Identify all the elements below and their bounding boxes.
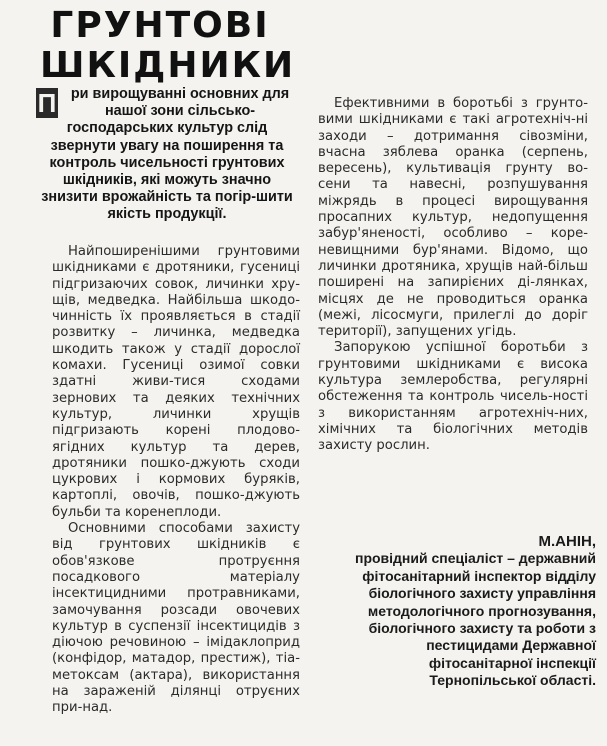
author-name: М.АНІН, bbox=[538, 533, 596, 550]
lead-text: ри вирощуванні основних для нашої зони сільсько-господарських культур слід звернути увагу на поширення та контроль чисельності грунтових шкідників, які можуть значно знизити врожайність та погір-шити якість продукції. bbox=[41, 86, 293, 223]
paragraph: Запорукою успішної боротьби з грунтовими шкідниками є висока культура землеробства, регулярні обстеження та контроль чисель-ності з використанням агротехніч-них, хімічних та біологічних методів захисту рослин. bbox=[318, 340, 588, 454]
article-title bbox=[40, 5, 296, 86]
right-column bbox=[318, 96, 588, 455]
author-signature bbox=[350, 533, 596, 690]
left-column bbox=[52, 244, 300, 717]
article-lead bbox=[36, 86, 298, 224]
lead-dropcap: П bbox=[37, 88, 57, 118]
article-title-line-2: ШКІДНИКИ bbox=[40, 45, 296, 86]
paragraph: Найпоширенішими грунтовими шкідниками є дротяники, гусениці підгризаючих совок, личинки хру-щів, медведка. Найбільша шкодо-чинність їх проявляється в стадії розвитку – личинка, медведка шкодить також у стадії дорослої комахи. Гусениці озимої совки здатні живи-тися сходами зернових та деяких технічних культур, личинки хрущів підгризають корені плодово-ягідних культур та дерев, дротяники пошко-джують сходи цукрових і кормових буряків, картоплі, овочів, пошко-джують бульби та коренеплоди. bbox=[52, 244, 300, 520]
paragraph: Основними способами захисту від грунтових шкідників є обов'язкове протруєння посадкового матеріалу інсектицидними протравниками, замочування розсади овочевих культур в суспензії інсектицидів з діючою речовиною – імідаклоприд (конфідор, матадор, престиж), тіа-метоксам (актара), використання на зараженій ділянці отруєних при-над. bbox=[52, 521, 300, 716]
paragraph: Ефективними в боротьбі з грунто-вими шкідниками є такі агротехніч-ні заходи – дотримання сівозміни, вчасна зяблева оранка (серпень, вересень), культивація грунту во-сени та навесні, розпушування міжрядь в процесі вирощування просапних культур, недопущення забур'яненості, особливо – коре-невищними бур'янами. Відомо, що личинки дротяника, хрущів най-більш поширені на запирієних ді-лянках, місцях де не проводиться оранка (межі, лісосмуги, прилеглі до доріг території), запущених угідь. bbox=[318, 96, 588, 340]
article-title-line-1: ГРУНТОВІ bbox=[50, 5, 270, 46]
author-role: провідний спеціаліст – державний фітосанітарний інспектор відділу біологічного захисту управління методологічного прогнозування, біологічного захисту та роботи з пестицидами Державної фітосанітарної інспекції Тернопільської області. bbox=[354, 550, 596, 689]
